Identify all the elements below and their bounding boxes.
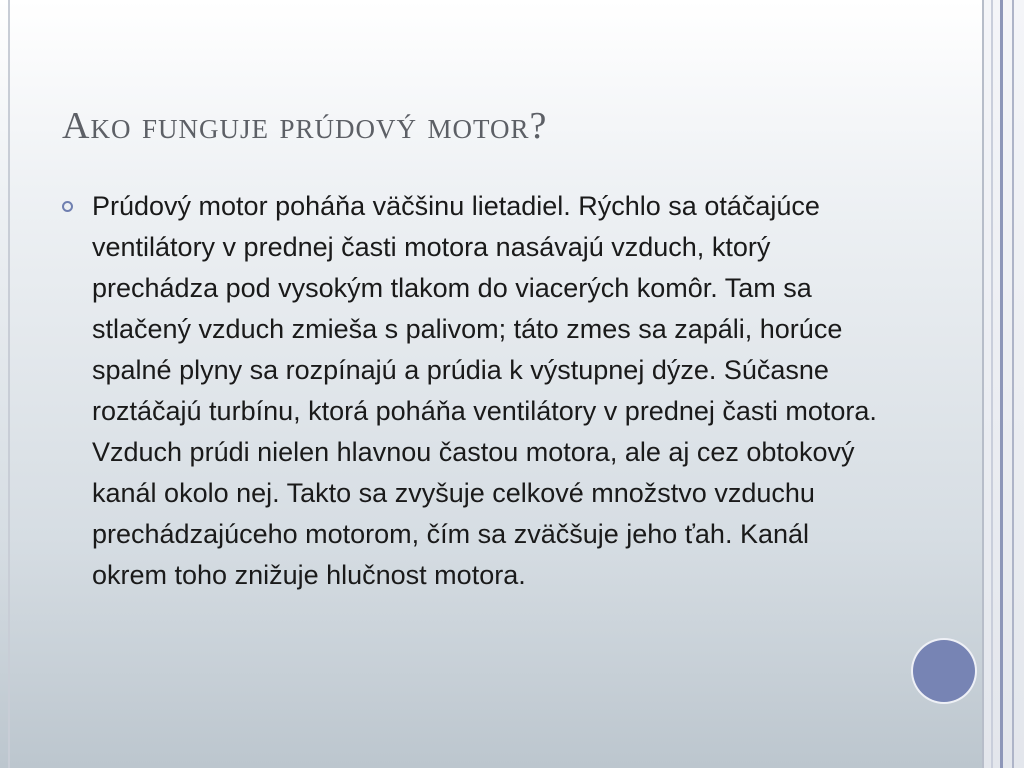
right-decorative-line	[1012, 0, 1014, 768]
right-decorative-line	[982, 0, 984, 768]
bullet-item	[60, 186, 890, 596]
bullet-list	[60, 186, 890, 596]
bullet-circle-icon	[62, 201, 73, 212]
right-decorative-panel	[982, 0, 1024, 768]
bullet-text: Prúdový motor poháňa väčšinu lietadiel. Rýchlo sa otáčajúce ventilátory v prednej časti motora nasávajú vzduch, ktorý prechádza pod vysokým tlakom do viacerých komôr. Tam sa stlačený vzduch zmieša s palivom; táto zmes sa zapáli, horúce spalné plyny sa rozpínajú a prúdia k výstupnej dýze. Súčasne roztáčajú turbínu, ktorá poháňa ventilátory v prednej časti motora. Vzduch prúdi nielen hlavnou častou motora, ale aj cez obtokový kanál okolo nej. Takto sa zvyšuje celkové množstvo vzduchu prechádzajúceho motorom, čím sa zväčšuje jeho ťah. Kanál okrem toho znižuje hlučnost motora.	[92, 191, 877, 590]
left-frame-line	[8, 0, 10, 768]
right-decorative-line	[1000, 0, 1003, 768]
right-decorative-line	[991, 0, 993, 768]
slide-title: Ako funguje prúdový motor?	[62, 105, 548, 147]
decorative-circle	[913, 640, 975, 702]
